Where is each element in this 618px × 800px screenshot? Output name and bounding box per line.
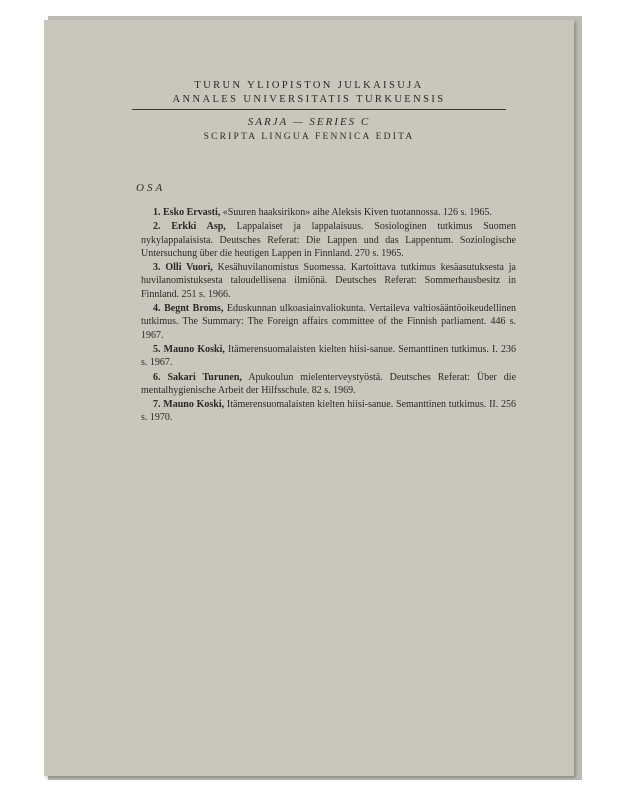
list-item: 2. Erkki Asp, Lappalaiset ja lappalaisuus. Sosiologinen tutkimus Suomen nykylappalaisista. Deutsches Referat: Die Lappen und das Lappentum. Soziologische Untersuchung über die heutigen Lappen in Finnland. 270 s. 1965. [141, 221, 517, 259]
series-subtitle: SCRIPTA LINGUA FENNICA EDITA [203, 132, 415, 142]
list-item: 7. Mauno Koski, Itämerensuomalaisten kielten hiisi-sanue. Semanttinen tutkimus. II. 256 s. 1970. [141, 399, 517, 424]
section-label: OSA [136, 182, 166, 194]
list-item: 3. Olli Vuori, Kesähuvilanomistus Suomessa. Kartoittava tutkimus kesäasutuksesta ja huvilanomistuksesta taloudellisena ilmiönä. Deutsches Referat: Sommerhausbesitz in Finnland. 251 s. 1966. [141, 262, 516, 300]
list-item: 4. Begnt Broms, Eduskunnan ulkoasiainvaliokunta. Vertaileva valtiosääntöoikeudellinen tutkimus. The Summary: The Foreign affairs committee of the Finnish parliament. 446 s. 1967. [141, 303, 517, 341]
header-divider [132, 109, 506, 110]
publication-list [141, 206, 516, 426]
publisher-title-latin: ANNALES UNIVERSITATIS TURKUENSIS [172, 94, 446, 105]
list-item: 6. Sakari Turunen, Apukoulun mielenterveystyöstä. Deutsches Referat: Über die mentalhygienische Arbeit der Hilfsschule. 82 s. 1969. [141, 371, 517, 396]
list-item: 5. Mauno Koski, Itämerensuomalaisten kielten hiisi-sanue. Semanttinen tutkimus. I. 236 s. 1967. [141, 343, 517, 369]
list-item: 1. Esko Ervasti, «Suuren haaksirikon» aihe Aleksis Kiven tuotannossa. 126 s. 1965. [153, 207, 492, 218]
series-title: SARJA — SERIES C [247, 116, 371, 128]
document-page [44, 20, 574, 776]
publisher-title: TURUN YLIOPISTON JULKAISUJA [194, 80, 424, 91]
